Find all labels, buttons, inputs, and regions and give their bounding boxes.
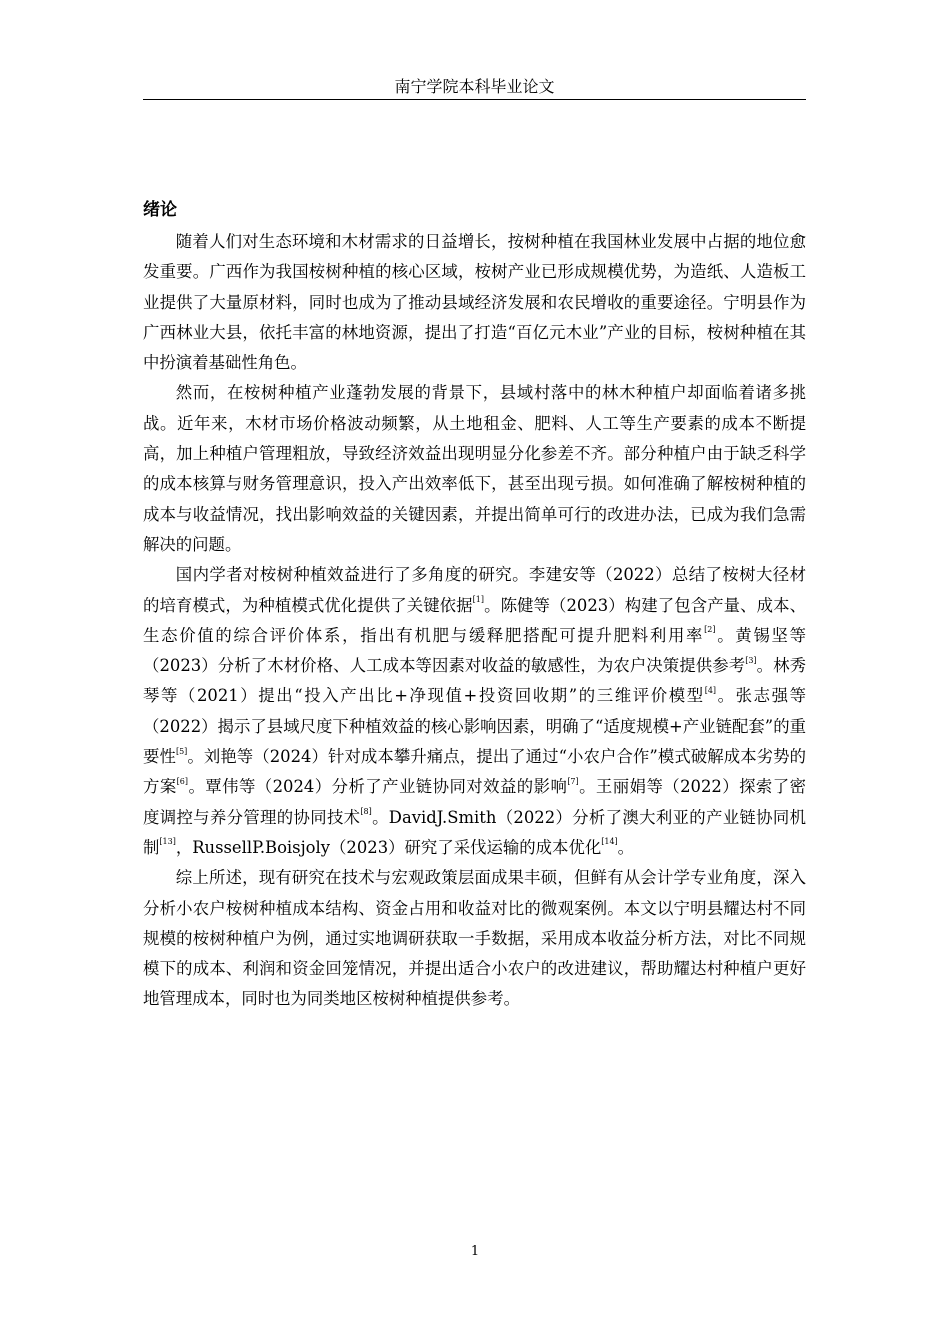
paragraph-text: 。刘艳等（2024）针对成本攀升痛点，提出了通过“小农户合作”模式破解成本劣势的方案 bbox=[143, 747, 806, 797]
paragraph-text: 。张志强等（2022）揭示了县域尺度下种植效益的核心影响因素，明确了“适度规模+产业链配套”的重要性 bbox=[143, 686, 807, 767]
paragraph-text: 。 bbox=[617, 837, 635, 857]
page-header: 南宁学院本科毕业论文 bbox=[394, 77, 555, 96]
citation-marker: [2] bbox=[704, 625, 716, 635]
citation-marker: [5] bbox=[175, 746, 188, 756]
paragraph-1 bbox=[143, 227, 806, 378]
paragraph-text: 。王丽娟等（2022）探索了密度调控与养分管理的协同技术 bbox=[143, 777, 806, 827]
paragraph-text: 综上所述，现有研究在技术与宏观政策层面成果丰硕，但鲜有从会计学专业角度，深入分析小农户桉树种植成本结构、资金占用和收益对比的微观案例。本文以宁明县耀达村不同规模的桉树种植户为例，通过实地调研获取一手数据，采用成本收益分析方法，对比不同规模下的成本、利润和资金回笼情况，并提出适合小农户的改进建议，帮助耀达村种植户更好地管理成本，同时也为同类地区桉树种植提供参考。 bbox=[143, 868, 806, 1009]
paragraph-text: 。覃伟等（2024）分析了产业链协同对效益的影响 bbox=[188, 777, 568, 797]
citation-marker: [8] bbox=[360, 807, 372, 817]
paragraph-text: 随着人们对生态环境和木材需求的日益增长，按树种植在我国林业发展中占据的地位愈发重要。广西作为我国桉树种植的核心区域，桉树产业已形成规模优势，为造纸、人造板工业提供了大量原材料，同时也成为了推动县域经济发展和农民增收的重要途径。宁明县作为广西林业大县，依托丰富的林地资源，提出了打造“百亿元木业”产业的目标，桉树种植在其中扮演着基础性角色。 bbox=[143, 232, 806, 373]
paragraph-text: 。DavidJ.Smith（2022）分析了澳大利亚的产业链协同机制 bbox=[143, 807, 806, 857]
citation-marker: [1] bbox=[472, 595, 484, 605]
paragraph-text: 然而，在桉树种植产业蓬勃发展的背景下，县域村落中的林木种植户却面临着诸多挑战。近年来，木材市场价格波动频繁，从土地租金、肥料、人工等生产要素的成本不断提高，加上种植户管理粗放，导致经济效益出现明显分化参差不齐。部分种植户由于缺乏科学的成本核算与财务管理意识，投入产出效率低下，甚至出现亏损。如何准确了解桉树种植的成本与收益情况，找出影响效益的关键因素，并提出简单可行的改进办法，已成为我们急需解决的问题。 bbox=[143, 383, 806, 554]
section-title: 绪论 bbox=[143, 200, 177, 220]
paragraph-text: 。黄锡坚等（2023）分析了木材价格、人工成本等因素对收益的敏感性，为农户决策提供参考 bbox=[143, 625, 807, 676]
body-text bbox=[143, 227, 806, 1015]
paragraph-text: 国内学者对桉树种植效益进行了多角度的研究。李建安等（2022）总结了桉树大径材的培育模式，为种植模式优化提供了关键依据 bbox=[143, 565, 806, 615]
paragraph-text: 。陈健等（2023）构建了包含产量、成本、生态价值的综合评价体系，指出有机肥与缓释肥搭配可提升肥料利用率 bbox=[143, 595, 807, 645]
paragraph-text: 。林秀琴等（2021）提出“投入产出比+净现值+投资回收期”的三维评价模型 bbox=[143, 656, 806, 706]
paragraph-2 bbox=[143, 378, 806, 560]
citation-marker: [3] bbox=[745, 655, 757, 665]
paragraph-3 bbox=[143, 560, 806, 863]
citation-marker: [6] bbox=[176, 776, 189, 786]
paragraph-text: ，RussellP.Boisjoly（2023）研究了采伐运输的成本优化 bbox=[175, 837, 602, 857]
citation-marker: [4] bbox=[704, 685, 717, 695]
citation-marker: [14] bbox=[601, 837, 618, 847]
paragraph-4 bbox=[143, 863, 806, 1014]
header-divider bbox=[143, 99, 806, 100]
citation-marker: [7] bbox=[567, 776, 579, 786]
page-number: 1 bbox=[470, 1244, 480, 1259]
citation-marker: [13] bbox=[159, 837, 176, 847]
